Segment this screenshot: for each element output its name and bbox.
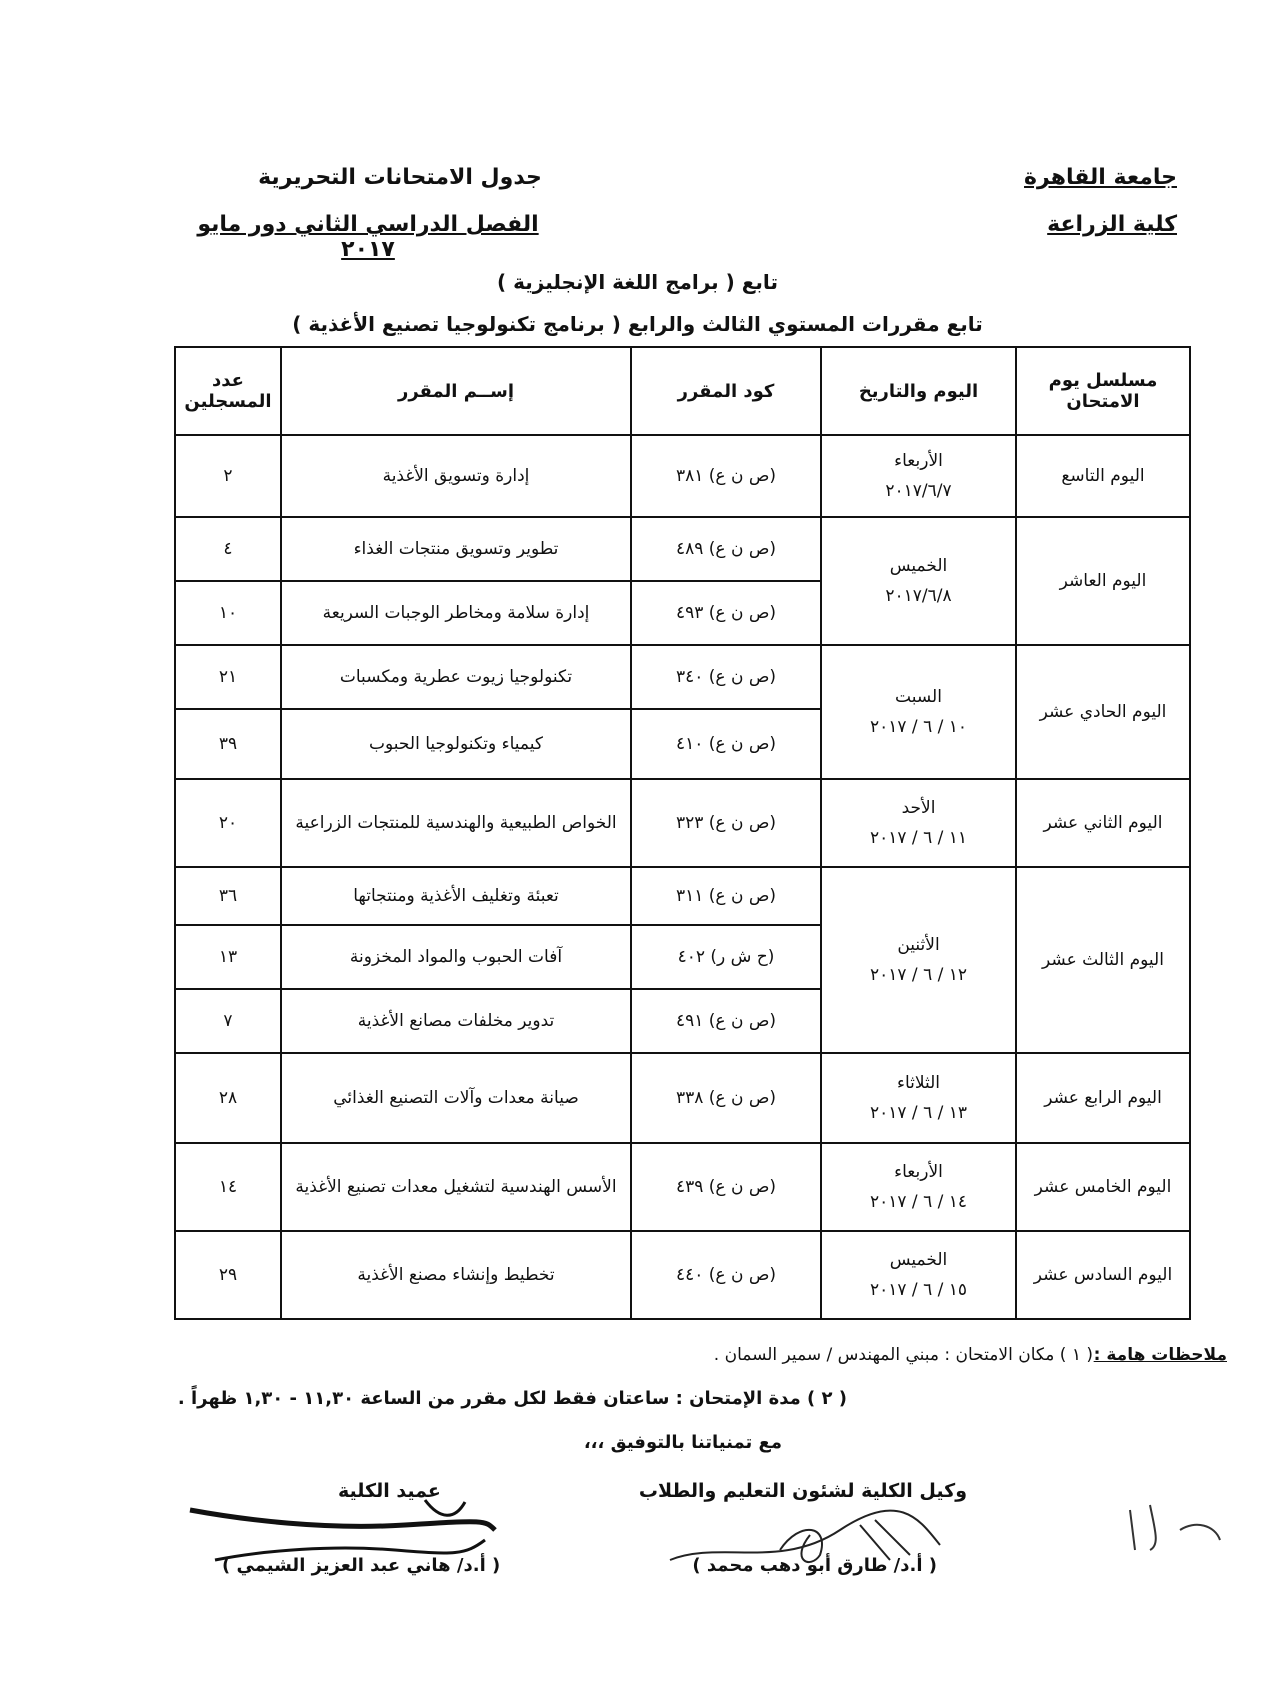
weekday-label: الثلاثاء [896, 1073, 941, 1093]
day-serial: اليوم الثالث عشر [1016, 867, 1190, 1053]
table-header-row [175, 347, 1190, 435]
day-serial: اليوم التاسع [1016, 435, 1190, 517]
registered-count: ١٠ [175, 581, 281, 645]
weekday-label: الأربعاء [894, 451, 943, 471]
course-name: آفات الحبوب والمواد المخزونة [281, 925, 631, 989]
dean-title: عميد الكلية [338, 1480, 441, 1502]
day-date [821, 1143, 1016, 1231]
day-serial: اليوم الرابع عشر [1016, 1053, 1190, 1143]
date-label: ١٤ / ٦ / ٢٠١٧ [869, 1192, 968, 1212]
day-date [821, 1231, 1016, 1319]
university-name: جامعة القاهرة [1024, 165, 1177, 190]
weekday-label: الأثنين [897, 935, 940, 955]
registered-count: ٢٨ [175, 1053, 281, 1143]
dean-name: ( أ.د/ هاني عبد العزيز الشيمي ) [222, 1555, 501, 1576]
weekday-label: الخميس [889, 556, 948, 576]
course-code: (ص ن ع) ٤٩١ [631, 989, 821, 1053]
date-label: ١٠ / ٦ / ٢٠١٧ [869, 717, 968, 737]
course-code: (ص ن ع) ٣٢٣ [631, 779, 821, 867]
subtitle-levels: تابع مقررات المستوي الثالث والرابع ( برنامج تكنولوجيا تصنيع الأغذية ) [292, 312, 983, 336]
header-count: عدد المسجلين [175, 347, 281, 435]
date-label: ١٢ / ٦ / ٢٠١٧ [869, 965, 968, 985]
course-code: (ص ن ع) ٤٣٩ [631, 1143, 821, 1231]
table-row [175, 435, 1190, 517]
header-code: كود المقرر [631, 347, 821, 435]
day-date [821, 779, 1016, 867]
course-code: (ص ن ع) ٤١٠ [631, 709, 821, 779]
semester-label: الفصل الدراسي الثاني دور مايو ٢٠١٧ [197, 212, 539, 262]
dean-signature [185, 1490, 505, 1580]
registered-count: ٢١ [175, 645, 281, 709]
course-name: تخطيط وإنشاء مصنع الأغذية [281, 1231, 631, 1319]
day-date [821, 517, 1016, 645]
table-row [175, 517, 1190, 581]
document-title: جدول الامتحانات التحريرية [258, 165, 542, 190]
day-serial: اليوم العاشر [1016, 517, 1190, 645]
note-exam-duration: ( ٢ ) مدة الإمتحان : ساعتان فقط لكل مقرر من الساعة ١١,٣٠ - ١,٣٠ ظهراً . [177, 1388, 847, 1409]
weekday-label: السبت [895, 687, 942, 707]
course-name: إدارة وتسويق الأغذية [281, 435, 631, 517]
table-row [175, 779, 1190, 867]
day-date [821, 645, 1016, 779]
header-course: إســم المقرر [281, 347, 631, 435]
vice-dean-name: ( أ.د/ طارق أبو دهب محمد ) [692, 1555, 937, 1576]
vice-dean-signature [660, 1500, 950, 1580]
course-name: الأسس الهندسية لتشغيل معدات تصنيع الأغذية [281, 1143, 631, 1231]
registered-count: ٧ [175, 989, 281, 1053]
course-code: (ص ن ع) ٣٣٨ [631, 1053, 821, 1143]
faculty-name: كلية الزراعة [1047, 212, 1177, 237]
weekday-label: الأربعاء [894, 1162, 943, 1182]
course-name: تدوير مخلفات مصانع الأغذية [281, 989, 631, 1053]
course-name: الخواص الطبيعية والهندسية للمنتجات الزراعية [281, 779, 631, 867]
course-name: تكنولوجيا زيوت عطرية ومكسبات [281, 645, 631, 709]
table-row [175, 867, 1190, 925]
weekday-label: الخميس [889, 1250, 948, 1270]
registered-count: ٢٠ [175, 779, 281, 867]
note-exam-location: ( ١ ) مكان الامتحان : مبني المهندس / سمير السمان . [713, 1345, 1093, 1365]
notes-heading: ملاحظات هامة : [1093, 1345, 1227, 1365]
course-code: (ص ن ع) ٤٤٠ [631, 1231, 821, 1319]
table-row [175, 1053, 1190, 1143]
header-date: اليوم والتاريخ [821, 347, 1016, 435]
day-serial: اليوم الثاني عشر [1016, 779, 1190, 867]
registered-count: ٤ [175, 517, 281, 581]
registered-count: ٢ [175, 435, 281, 517]
day-date [821, 1053, 1016, 1143]
registered-count: ١٤ [175, 1143, 281, 1231]
course-name: إدارة سلامة ومخاطر الوجبات السريعة [281, 581, 631, 645]
day-date [821, 867, 1016, 1053]
initials-mark [1120, 1490, 1230, 1560]
subtitle-program: تابع ( برامج اللغة الإنجليزية ) [497, 270, 778, 294]
closing-wishes: مع تمنياتنا بالتوفيق ،،، [583, 1432, 782, 1453]
course-name: تطوير وتسويق منتجات الغذاء [281, 517, 631, 581]
table-row [175, 1143, 1190, 1231]
header-serial: مسلسل يوم الامتحان [1016, 347, 1190, 435]
registered-count: ٣٩ [175, 709, 281, 779]
day-serial: اليوم الحادي عشر [1016, 645, 1190, 779]
registered-count: ٣٦ [175, 867, 281, 925]
course-code: (ص ن ع) ٣١١ [631, 867, 821, 925]
course-code: (ص ن ع) ٣٤٠ [631, 645, 821, 709]
course-code: (ص ن ع) ٤٩٣ [631, 581, 821, 645]
course-name: تعبئة وتغليف الأغذية ومنتجاتها [281, 867, 631, 925]
course-code: (ص ن ع) ٤٨٩ [631, 517, 821, 581]
day-date [821, 435, 1016, 517]
table-row [175, 1231, 1190, 1319]
exam-schedule-table [174, 346, 1191, 1320]
date-label: ١١ / ٦ / ٢٠١٧ [869, 828, 968, 848]
registered-count: ٢٩ [175, 1231, 281, 1319]
registered-count: ١٣ [175, 925, 281, 989]
day-serial: اليوم السادس عشر [1016, 1231, 1190, 1319]
weekday-label: الأحد [901, 798, 936, 818]
date-label: ٢٠١٧/٦/٧ [885, 481, 952, 501]
table-row [175, 645, 1190, 709]
date-label: ١٥ / ٦ / ٢٠١٧ [869, 1280, 968, 1300]
vice-dean-title: وكيل الكلية لشئون التعليم والطلاب [638, 1480, 967, 1502]
date-label: ١٣ / ٦ / ٢٠١٧ [869, 1103, 968, 1123]
day-serial: اليوم الخامس عشر [1016, 1143, 1190, 1231]
course-name: صيانة معدات وآلات التصنيع الغذائي [281, 1053, 631, 1143]
course-code: (ص ن ع) ٣٨١ [631, 435, 821, 517]
course-name: كيمياء وتكنولوجيا الحبوب [281, 709, 631, 779]
course-code: (ح ش ر) ٤٠٢ [631, 925, 821, 989]
date-label: ٢٠١٧/٦/٨ [885, 586, 952, 606]
